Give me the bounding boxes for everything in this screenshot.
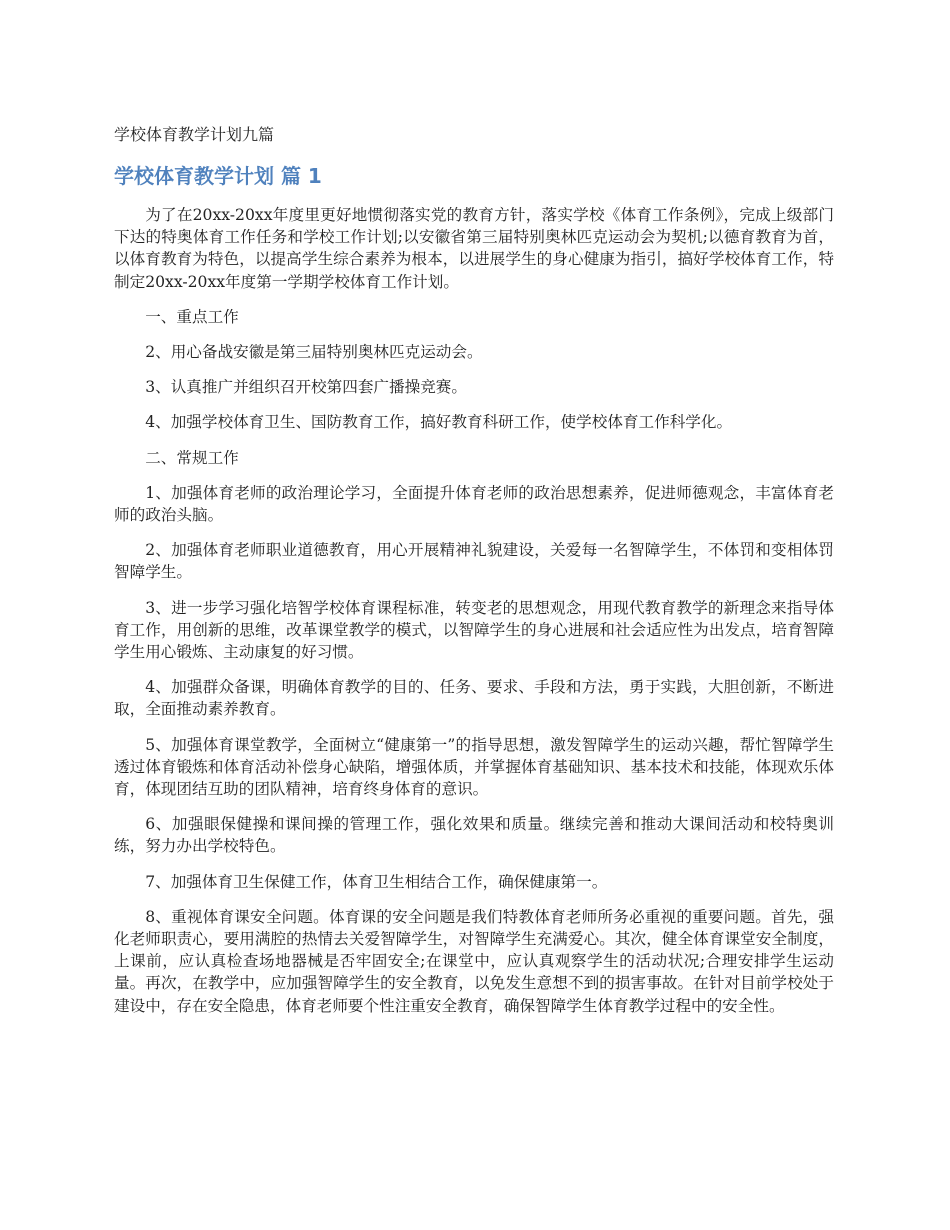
- routine-work-item-1: 1、加强体育老师的政治理论学习，全面提升体育老师的政治思想素养，促进师德观念，丰富体育老师的政治头脑。: [114, 483, 834, 525]
- routine-work-item-6: 6、加强眼保健操和课间操的管理工作，强化效果和质量。继续完善和推动大课间活动和校特奥训练，努力办出学校特色。: [114, 815, 834, 856]
- routine-work-item-2: 2、加强体育老师职业道德教育，用心开展精神礼貌建设，关爱每一名智障学生，不体罚和变相体罚智障学生。: [114, 541, 834, 582]
- document-title: 学校体育教学计划九篇: [114, 125, 275, 144]
- routine-work-item-4: 4、加强群众备课，明确体育教学的目的、任务、要求、手段和方法，勇于实践，大胆创新，不断进取，全面推动素养教育。: [114, 678, 834, 719]
- key-work-item-3: 3、认真推广并组织召开校第四套广播操竞赛。: [145, 378, 467, 397]
- routine-work-item-7: 7、加强体育卫生保健工作，体育卫生相结合工作，确保健康第一。: [145, 872, 608, 891]
- subheading-key-work: 一、重点工作: [145, 307, 239, 326]
- key-work-item-2: 2、用心备战安徽是第三届特别奥林匹克运动会。: [145, 343, 483, 362]
- key-work-item-4: 4、加强学校体育卫生、国防教育工作，搞好教育科研工作，使学校体育工作科学化。: [145, 413, 733, 432]
- routine-work-item-3: 3、进一步学习强化培智学校体育课程标准，转变老的思想观念，用现代教育教学的新理念来指导体育工作，用创新的思维，改革课堂教学的模式，以智障学生的身心进展和社会适应性为出发点，培育智障学生用心锻炼、主动康复的好习惯。: [114, 598, 834, 662]
- intro-paragraph: 为了在20xx-20xx年度里更好地惯彻落实党的教育方针，落实学校《体育工作条例》，完成上级部门下达的特奥体育工作任务和学校工作计划;以安徽省第三届特别奥林匹克运动会为契机;以德育教育为首，以体育教育为特色，以提高学生综合素养为根本，以进展学生的身心健康为指引，搞好学校体育工作，特制定20xx-20xx年度第一学期学校体育工作计划。: [114, 206, 834, 291]
- routine-work-item-8: 8、重视体育课安全问题。体育课的安全问题是我们特教体育老师所务必重视的重要问题。首先，强化老师职责心，要用满腔的热情去关爱智障学生，对智障学生充满爱心。其次，健全体育课堂安全制度，上课前，应认真检查场地器械是否牢固安全;在课堂中，应认真观察学生的活动状况;合理安排学生运动量。再次，在教学中，应加强智障学生的安全教育，以免发生意想不到的损害事故。在针对目前学校处于建设中，存在安全隐患，体育老师要个性注重安全教育，确保智障学生体育教学过程中的安全性。: [114, 907, 834, 1015]
- routine-work-item-5: 5、加强体育课堂教学，全面树立“健康第一”的指导思想，激发智障学生的运动兴趣，帮忙智障学生透过体育锻炼和体育活动补偿身心缺陷，增强体质，并掌握体育基础知识、基本技术和技能，体现欢乐体育，体现团结互助的团队精神，培育终身体育的意识。: [114, 735, 834, 799]
- document-body: [114, 204, 834, 1030]
- section-heading: 学校体育教学计划 篇 1: [114, 164, 322, 188]
- subheading-routine-work: 二、常规工作: [145, 448, 239, 467]
